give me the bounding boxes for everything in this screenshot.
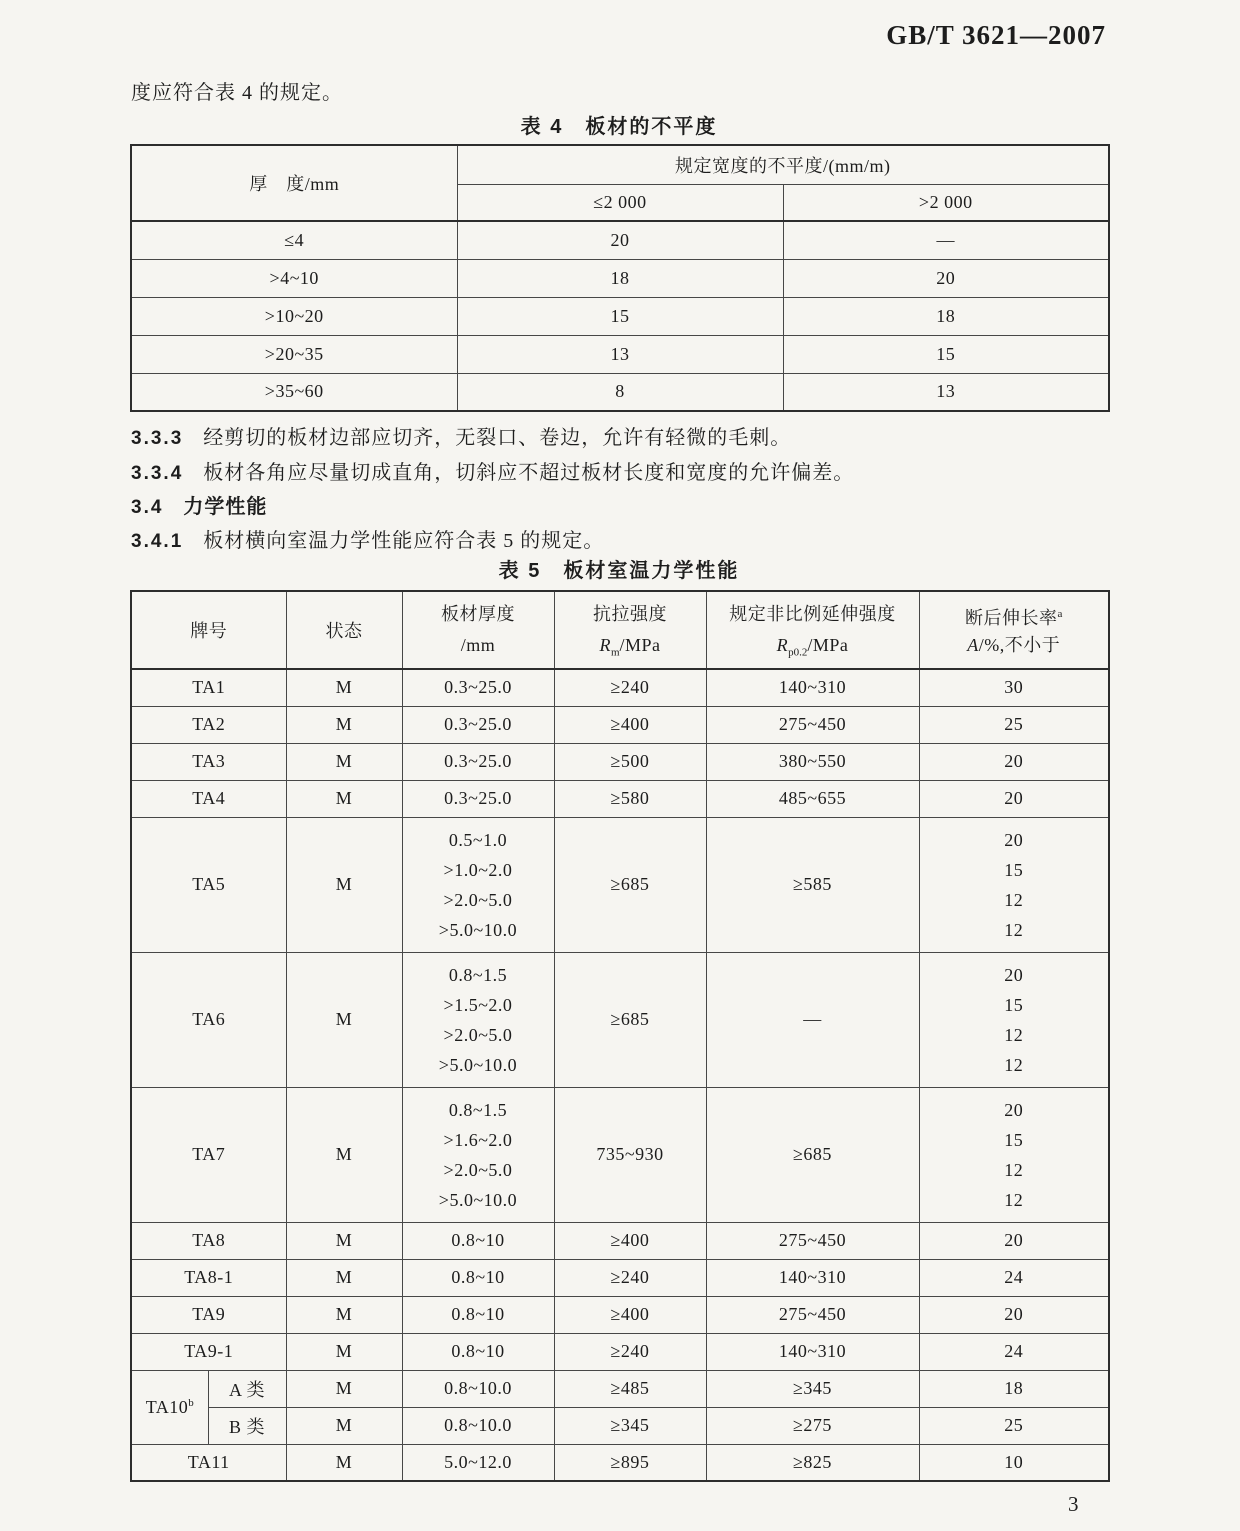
table-cell: 24 (919, 1259, 1109, 1296)
elongation-line: 20 (1004, 829, 1024, 850)
header-line (559, 630, 702, 661)
table-cell: 0.8~10 (402, 1222, 554, 1259)
thickness-line: >2.0~5.0 (443, 1024, 513, 1045)
table-cell: ≥240 (554, 1333, 706, 1370)
table-cell: ≥685 (554, 952, 706, 1087)
clause-text: 板材各角应尽量切成直角，切斜应不超过板材长度和宽度的允许偏差。 (203, 462, 855, 484)
table-cell: >10~20 (131, 297, 457, 335)
table-cell: 5.0~12.0 (402, 1444, 554, 1481)
table-cell: TA8-1 (131, 1259, 286, 1296)
table-cell: M (286, 1296, 402, 1333)
unit-mpa: /MPa (619, 635, 661, 655)
table-row (131, 335, 1109, 373)
table-cell: 24 (919, 1333, 1109, 1370)
table-cell: 0.8~10.0 (402, 1407, 554, 1444)
table-row (131, 1222, 1109, 1259)
elongation-condition: /%,不小于 (978, 635, 1061, 655)
table-cell: 25 (919, 706, 1109, 743)
clause-text: 经剪切的板材边部应切齐，无裂口、卷边，允许有轻微的毛刺。 (203, 427, 792, 449)
table4-header-flatness-span: 规定宽度的不平度/(mm/m) (457, 145, 1109, 184)
intro-text: 度应符合表 4 的规定。 (131, 82, 343, 104)
table-cell: >35~60 (131, 373, 457, 411)
table-cell: ≥685 (554, 817, 706, 952)
table-row (131, 1087, 1109, 1222)
thickness-line: >1.0~2.0 (443, 859, 513, 880)
page-number: 3 (1068, 1492, 1079, 1516)
table-cell: 20 (783, 259, 1109, 297)
table-cell: 0.3~25.0 (402, 669, 554, 706)
header-line (924, 630, 1105, 661)
thickness-line: >1.6~2.0 (443, 1129, 513, 1150)
table-row (131, 259, 1109, 297)
table-row-ta10-b (131, 1407, 1109, 1444)
elongation-line: 12 (1004, 889, 1024, 910)
table-cell: ≥275 (706, 1407, 919, 1444)
table-cell: TA8 (131, 1222, 286, 1259)
table-cell: TA9-1 (131, 1333, 286, 1370)
thickness-line: 0.5~1.0 (448, 829, 508, 850)
table-row (131, 817, 1109, 952)
table-cell: 20 (919, 1296, 1109, 1333)
clause-number: 3.3.4 (131, 463, 184, 484)
thickness-line: >5.0~10.0 (438, 1189, 518, 1210)
table-cell: ≥685 (706, 1087, 919, 1222)
symbol-A: A (967, 635, 979, 655)
table-cell: M (286, 1444, 402, 1481)
table-cell: — (706, 952, 919, 1087)
table-cell: ≥400 (554, 1222, 706, 1259)
table-cell: M (286, 952, 402, 1087)
table-cell: ≥485 (554, 1370, 706, 1407)
table-cell: TA11 (131, 1444, 286, 1481)
table-cell: 13 (457, 335, 783, 373)
elongation-line: 20 (1004, 964, 1024, 985)
table-cell: 0.8~10 (402, 1259, 554, 1296)
elongation-line: 15 (1004, 1129, 1024, 1150)
table-cell: ≥585 (706, 817, 919, 952)
thickness-line: 0.8~1.5 (448, 1099, 508, 1120)
table-cell: M (286, 1087, 402, 1222)
table-row (131, 373, 1109, 411)
table-cell: 275~450 (706, 706, 919, 743)
elongation-line: 15 (1004, 994, 1024, 1015)
subscript-m: m (610, 646, 620, 659)
table-row (131, 297, 1109, 335)
table-cell: 30 (919, 669, 1109, 706)
table-row (131, 780, 1109, 817)
clause-number: 3.3.3 (131, 428, 184, 449)
table-cell: M (286, 1407, 402, 1444)
table4-subheader-le2000: ≤2 000 (457, 184, 783, 221)
table-cell: M (286, 817, 402, 952)
table-cell: 18 (783, 297, 1109, 335)
clause-3-4-1 (131, 524, 604, 553)
table-row (131, 743, 1109, 780)
table-cell: ≥895 (554, 1444, 706, 1481)
clause-number: 3.4.1 (131, 531, 184, 552)
footnote-b-marker: b (188, 1396, 194, 1409)
table-cell: 0.8~10 (402, 1296, 554, 1333)
table-cell: 15 (783, 335, 1109, 373)
table-cell: M (286, 706, 402, 743)
table5-header-row (131, 591, 1109, 669)
table-cell: 13 (783, 373, 1109, 411)
table-cell: ≥345 (706, 1370, 919, 1407)
thickness-line: >2.0~5.0 (443, 889, 513, 910)
table-cell: >4~10 (131, 259, 457, 297)
elongation-line: 20 (1004, 1099, 1024, 1120)
table-cell: 140~310 (706, 669, 919, 706)
elongation-line: 12 (1004, 1054, 1024, 1075)
elongation-line: 12 (1004, 919, 1024, 940)
table-cell (919, 817, 1109, 952)
table-cell: TA4 (131, 780, 286, 817)
table5-header-thickness (402, 591, 554, 669)
table-cell (402, 1087, 554, 1222)
table-cell: 10 (919, 1444, 1109, 1481)
footnote-a-marker: a (1057, 608, 1063, 620)
header-line: 抗拉强度 (593, 604, 667, 624)
table-row (131, 669, 1109, 706)
subscript-p02: p0.2 (788, 646, 808, 659)
table-cell: TA3 (131, 743, 286, 780)
header-line (711, 630, 915, 661)
table-cell: >20~35 (131, 335, 457, 373)
header-line: 板材厚度 (441, 604, 515, 624)
thickness-line: >5.0~10.0 (438, 1054, 518, 1075)
table-cell: M (286, 1259, 402, 1296)
table-cell: TA1 (131, 669, 286, 706)
table-cell: ≥400 (554, 1296, 706, 1333)
table-cell: TA5 (131, 817, 286, 952)
clause-3-3-4 (131, 456, 854, 485)
elongation-label: 断后伸长率 (965, 608, 1058, 628)
table-cell: ≥400 (554, 706, 706, 743)
clause-3-4-heading (131, 490, 267, 519)
table-cell: 0.3~25.0 (402, 743, 554, 780)
table-cell: M (286, 1333, 402, 1370)
table-cell: M (286, 669, 402, 706)
table5-mechanical-properties (130, 590, 1110, 1482)
table-row-ta10-a (131, 1370, 1109, 1407)
table-cell (919, 952, 1109, 1087)
table5-header-proof (706, 591, 919, 669)
clause-number: 3.4 (131, 497, 164, 518)
table-cell: 275~450 (706, 1296, 919, 1333)
table-cell: 25 (919, 1407, 1109, 1444)
table-cell: 0.3~25.0 (402, 706, 554, 743)
table-row-ta11 (131, 1444, 1109, 1481)
table-cell: 18 (457, 259, 783, 297)
table-cell (402, 817, 554, 952)
table-cell: 275~450 (706, 1222, 919, 1259)
table4-header-row (131, 145, 1109, 184)
table4-flatness (130, 144, 1110, 412)
symbol-R: R (599, 635, 611, 655)
standard-number: GB/T 3621—2007 (886, 20, 1106, 50)
header-line: 规定非比例延伸强度 (729, 604, 896, 624)
table-cell: 20 (919, 780, 1109, 817)
thickness-line: >5.0~10.0 (438, 919, 518, 940)
table-cell: TA6 (131, 952, 286, 1087)
table-cell: 735~930 (554, 1087, 706, 1222)
table-cell: 380~550 (706, 743, 919, 780)
unit-mpa: /MPa (807, 635, 849, 655)
table-cell: 20 (919, 1222, 1109, 1259)
table-cell: B 类 (208, 1407, 286, 1444)
symbol-R: R (776, 635, 789, 655)
elongation-line: 12 (1004, 1159, 1024, 1180)
table-cell: ≥240 (554, 1259, 706, 1296)
table-row (131, 1296, 1109, 1333)
table-cell: M (286, 743, 402, 780)
table-cell: — (783, 221, 1109, 259)
header-line (924, 599, 1105, 630)
thickness-line: 0.8~1.5 (448, 964, 508, 985)
table-cell: M (286, 780, 402, 817)
clause-text: 板材横向室温力学性能应符合表 5 的规定。 (203, 530, 605, 552)
table-cell (402, 952, 554, 1087)
table-cell: ≥825 (706, 1444, 919, 1481)
table-cell: ≥500 (554, 743, 706, 780)
table-cell: 20 (919, 743, 1109, 780)
table-cell (919, 1087, 1109, 1222)
table5-header-condition: 状态 (286, 591, 402, 669)
table4-title: 表 4 板材的不平度 (520, 116, 718, 138)
table-row (131, 1333, 1109, 1370)
table-row (131, 952, 1109, 1087)
table-cell: TA7 (131, 1087, 286, 1222)
clause-3-3-3 (131, 421, 791, 450)
table-cell-grade-ta10 (131, 1370, 208, 1444)
table-cell: 485~655 (706, 780, 919, 817)
table-cell: ≥345 (554, 1407, 706, 1444)
thickness-line: >1.5~2.0 (443, 994, 513, 1015)
clause-text: 力学性能 (183, 496, 268, 518)
table-cell: M (286, 1370, 402, 1407)
table4-header-thickness: 厚 度/mm (131, 145, 457, 221)
table-cell: ≥580 (554, 780, 706, 817)
table-row (131, 1259, 1109, 1296)
table-cell: ≤4 (131, 221, 457, 259)
table5-header-tensile (554, 591, 706, 669)
table-cell: ≥240 (554, 669, 706, 706)
table-cell: 20 (457, 221, 783, 259)
table-cell: TA2 (131, 706, 286, 743)
header-line: /mm (460, 635, 496, 655)
table-cell: 0.3~25.0 (402, 780, 554, 817)
table-cell: 18 (919, 1370, 1109, 1407)
thickness-line: >2.0~5.0 (443, 1159, 513, 1180)
table-cell: 0.8~10.0 (402, 1370, 554, 1407)
grade-label: TA10 (145, 1396, 189, 1417)
table-cell: 8 (457, 373, 783, 411)
table-cell: 140~310 (706, 1333, 919, 1370)
table-cell: 140~310 (706, 1259, 919, 1296)
table-cell: A 类 (208, 1370, 286, 1407)
table-cell: 0.8~10 (402, 1333, 554, 1370)
table-row (131, 221, 1109, 259)
table5-title: 表 5 板材室温力学性能 (498, 560, 740, 582)
table-cell: M (286, 1222, 402, 1259)
elongation-line: 15 (1004, 859, 1024, 880)
table-row (131, 706, 1109, 743)
table5-header-grade: 牌号 (131, 591, 286, 669)
table5-header-elongation (919, 591, 1109, 669)
elongation-line: 12 (1004, 1189, 1024, 1210)
table4-subheader-gt2000: >2 000 (783, 184, 1109, 221)
table-cell: TA9 (131, 1296, 286, 1333)
table-cell: 15 (457, 297, 783, 335)
elongation-line: 12 (1004, 1024, 1024, 1045)
